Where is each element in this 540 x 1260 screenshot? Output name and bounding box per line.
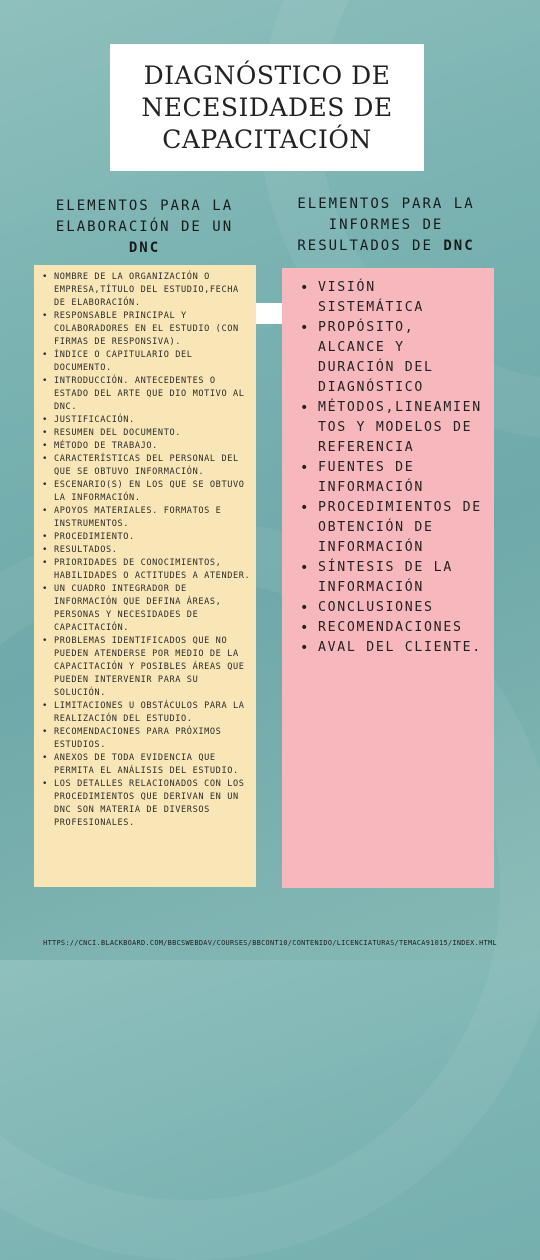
list-item: • PRIORIDADES DE CONOCIMIENTOS, HABILIDADES O ACTITUDES A ATENDER. bbox=[42, 557, 252, 583]
list-item: • PROCEDIMIENTO. bbox=[42, 531, 252, 544]
connector-bar bbox=[256, 303, 282, 324]
list-item: • FUENTES DE INFORMACIÓN bbox=[300, 458, 488, 498]
right-items-list bbox=[300, 278, 488, 658]
right-heading-bold: DNC bbox=[443, 238, 475, 254]
list-item: • APOYOS MATERIALES. FORMATOS E INSTRUMENTOS. bbox=[42, 505, 252, 531]
right-panel bbox=[282, 268, 494, 888]
list-item: • MÉTODO DE TRABAJO. bbox=[42, 440, 252, 453]
list-item: • NOMBRE DE LA ORGANIZACIÓN O EMPRESA,TÍTULO DEL ESTUDIO,FECHA DE ELABORACIÓN. bbox=[42, 271, 252, 310]
list-item: • ÍNDICE O CAPITULARIO DEL DOCUMENTO. bbox=[42, 349, 252, 375]
list-item: • PROCEDIMIENTOS DE OBTENCIÓN DE INFORMACIÓN bbox=[300, 498, 488, 558]
list-item: • CARACTERÍSTICAS DEL PERSONAL DEL QUE SE OBTUVO INFORMACIÓN. bbox=[42, 453, 252, 479]
left-items-list bbox=[42, 271, 252, 830]
list-item: • RECOMENDACIONES bbox=[300, 618, 488, 638]
left-heading bbox=[52, 196, 237, 259]
list-item: • JUSTIFICACIÓN. bbox=[42, 414, 252, 427]
list-item: • AVAL DEL CLIENTE. bbox=[300, 638, 488, 658]
source-url: HTTPS://CNCI.BLACKBOARD.COM/BBCSWEBDAV/COURSES/BBCONT10/CONTENIDO/LICENCIATURAS/TEMACA91015/INDEX.HTML bbox=[43, 939, 497, 947]
list-item: • RESPONSABLE PRINCIPAL Y COLABORADORES EN EL ESTUDIO (CON FIRMAS DE RESPONSIVA). bbox=[42, 310, 252, 349]
list-item: • ANEXOS DE TODA EVIDENCIA QUE PERMITA EL ANÁLISIS DEL ESTUDIO. bbox=[42, 752, 252, 778]
list-item: • CONCLUSIONES bbox=[300, 598, 488, 618]
list-item: • RESULTADOS. bbox=[42, 544, 252, 557]
right-heading-text: ELEMENTOS PARA LA INFORMES DE RESULTADOS DE bbox=[297, 196, 475, 254]
left-heading-text: ELEMENTOS PARA LA ELABORACIÓN DE UN bbox=[55, 198, 234, 235]
list-item: • LIMITACIONES U OBSTÁCULOS PARA LA REALIZACIÓN DEL ESTUDIO. bbox=[42, 700, 252, 726]
list-item: • INTRODUCCIÓN. ANTECEDENTES O ESTADO DEL ARTE QUE DIO MOTIVO AL DNC. bbox=[42, 375, 252, 414]
list-item: • PROPÓSITO, ALCANCE Y DURACIÓN DEL DIAGNÓSTICO bbox=[300, 318, 488, 398]
left-heading-bold: DNC bbox=[128, 240, 161, 256]
left-panel bbox=[34, 265, 256, 887]
right-heading bbox=[290, 194, 482, 257]
page-title: DIAGNÓSTICO DE NECESIDADES DE CAPACITACIÓN bbox=[141, 60, 393, 154]
list-item: • UN CUADRO INTEGRADOR DE INFORMACIÓN QUE DEFINA ÁREAS, PERSONAS Y NECESIDADES DE CAPACITACIÓN. bbox=[42, 583, 252, 635]
title-box bbox=[110, 44, 424, 171]
list-item: • LOS DETALLES RELACIONADOS CON LOS PROCEDIMIENTOS QUE DERIVAN EN UN DNC SON MATERIA DE DIVERSOS PROFESIONALES. bbox=[42, 778, 252, 830]
list-item: • RECOMENDACIONES PARA PRÓXIMOS ESTUDIOS. bbox=[42, 726, 252, 752]
list-item: • VISIÓN SISTEMÁTICA bbox=[300, 278, 488, 318]
list-item: • MÉTODOS,LINEAMIEN TOS Y MODELOS DE REFERENCIA bbox=[300, 398, 488, 458]
list-item: • ESCENARIO(S) EN LOS QUE SE OBTUVO LA INFORMACIÓN. bbox=[42, 479, 252, 505]
list-item: • RESUMEN DEL DOCUMENTO. bbox=[42, 427, 252, 440]
list-item: • SÍNTESIS DE LA INFORMACIÓN bbox=[300, 558, 488, 598]
list-item: • PROBLEMAS IDENTIFICADOS QUE NO PUEDEN ATENDERSE POR MEDIO DE LA CAPACITACIÓN Y POSIBLES ÁREAS QUE PUEDEN INTERVENIR PARA SU SOLUCIÓN. bbox=[42, 635, 252, 700]
